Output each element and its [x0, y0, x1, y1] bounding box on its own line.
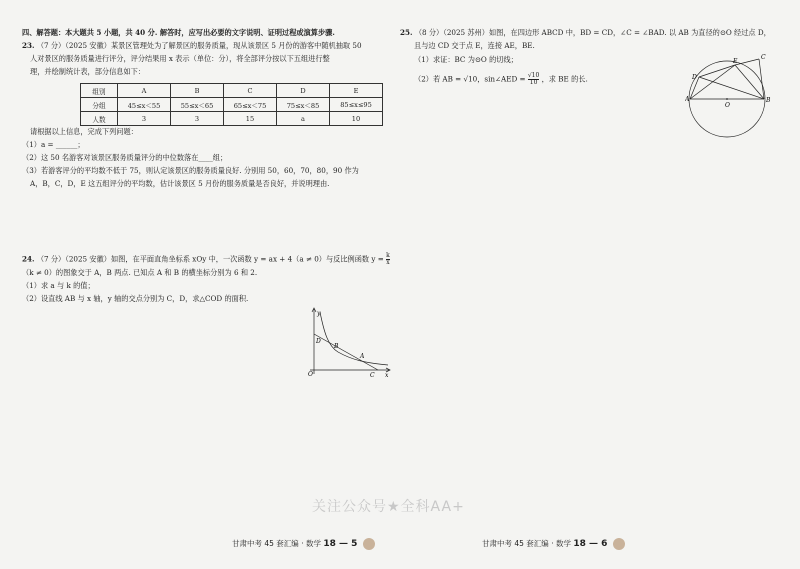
q23-prompt: 请根据以上信息，完成下列问题： [30, 127, 138, 136]
table-cell: 55≤x＜65 [171, 98, 224, 112]
q25-text1: （8 分）（2025 苏州）如图，在四边形 ABCD 中，BD = CD，∠C = ∠BAD. 以 AB 为直径的⊙O 经过点 D， [414, 28, 771, 37]
table-cell: 75≤x＜85 [277, 98, 330, 112]
section-title: 四、解答题：本大题共 5 小题，共 40 分. 解答时，应写出必要的文字说明、证明过程或演算步骤. [22, 28, 335, 37]
right-page [400, 0, 800, 569]
label-E: E [733, 58, 738, 65]
label-B: B [766, 97, 771, 104]
table-cell: 10 [330, 112, 383, 126]
table-cell: 85≤x≤95 [330, 98, 383, 112]
table-row [81, 98, 383, 112]
segment-de [699, 65, 735, 77]
line-ab [314, 334, 378, 370]
emblem-icon [613, 538, 625, 550]
q23-sub2: （2）这 50 名游客对该景区服务质量评分的中位数落在____组； [22, 153, 228, 162]
q24-sub2: （2）设直线 AB 与 x 轴，y 轴的交点分别为 C，D，求△COD 的面积. [22, 294, 249, 303]
footer-left-text: 甘肃中考 45 套汇编 · 数学 [232, 539, 321, 548]
center-dot [726, 98, 728, 100]
footer-right-text: 甘肃中考 45 套汇编 · 数学 [482, 539, 571, 548]
table-cell: E [330, 84, 383, 98]
q24-line2: （k ≠ 0）的图象交于 A，B 两点. 已知点 A 和 B 的横坐标分别为 6 和 2. [22, 268, 258, 277]
table-cell: B [171, 84, 224, 98]
q24-text1: （7 分）（2025 安徽）如图，在平面直角坐标系 xOy 中，一次函数 y = ax + 4（a ≠ 0）与反比例函数 y = [36, 254, 384, 264]
label-A: A [685, 96, 690, 103]
label-A: A [360, 353, 365, 360]
q24-fraction [386, 253, 390, 266]
table-cell: C [224, 84, 277, 98]
footer-right [482, 538, 625, 550]
q23-line2: 人对景区的服务质量进行评分，评分结果用 x 表示（单位：分），将全部评分按以下五组进行整 [30, 54, 330, 63]
footer-left-page: 18 — 5 [323, 539, 358, 549]
table-cell: 3 [171, 112, 224, 126]
q25-fraction [528, 73, 539, 86]
table-header-cell: 分组 [81, 98, 118, 112]
q23-stat-table [80, 83, 383, 126]
q23-sub3a: （3）若游客评分的平均数不低于 75，则认定该景区的服务质量良好. 分别用 50，60，70，80，90 作为 [22, 166, 359, 175]
table-cell: 45≤x＜55 [118, 98, 171, 112]
table-row [81, 84, 383, 98]
label-x: x [385, 372, 389, 378]
table-cell: 3 [118, 112, 171, 126]
q23-sub3b: A，B，C，D，E 这五组评分的平均数，估计该景区 5 月份的服务质量是否良好，并说明理由. [30, 179, 330, 188]
q25-frac-den: 10 [529, 79, 538, 86]
q25-sub1: （1）求证：BC 为⊙O 的切线； [414, 55, 518, 64]
q24-frac-den: x [386, 259, 390, 266]
label-D: D [692, 74, 697, 81]
q23-number: 23. [22, 41, 35, 50]
q24-frac-num: k [386, 252, 390, 259]
q23-line1 [22, 41, 362, 51]
label-C: C [370, 372, 375, 378]
label-C: C [761, 54, 766, 61]
watermark: 关注公众号★全科AA+ [312, 499, 465, 515]
q23-text1: （7 分）（2025 安徽）某景区管理处为了解景区的服务质量，现从该景区 5 月份的游客中随机抽取 50 [36, 41, 362, 50]
table-row [81, 112, 383, 126]
q24-number: 24. [22, 254, 35, 264]
table-cell: D [277, 84, 330, 98]
segment-cb [759, 59, 764, 99]
q23-line3: 理，并绘制统计表，部分信息如下： [30, 67, 146, 76]
footer-left [232, 538, 375, 550]
q24-sub1: （1）求 a 与 k 的值； [22, 281, 95, 290]
q25-frac-num: √10 [527, 72, 540, 79]
table-cell: a [277, 112, 330, 126]
table-cell: 15 [224, 112, 277, 126]
table-header-cell: 人数 [81, 112, 118, 126]
q23-sub1: （1）a = ______； [22, 140, 85, 149]
table-cell: A [118, 84, 171, 98]
table-cell: 65≤x＜75 [224, 98, 277, 112]
segment-ec [735, 59, 759, 65]
label-D: D [316, 338, 321, 345]
q25-figure [685, 52, 785, 150]
q25-line1 [400, 28, 771, 38]
footer-right-page: 18 — 6 [573, 539, 608, 549]
label-y: y [317, 310, 321, 317]
q25-sub2b: ，求 BE 的长. [541, 74, 588, 84]
label-O: O [308, 371, 313, 378]
q25-line2: 且与边 CD 交于点 E，连接 AE，BE. [414, 41, 535, 50]
label-B: B [334, 343, 339, 350]
emblem-icon [363, 538, 375, 550]
hyperbola-curve [320, 312, 388, 365]
q25-number: 25. [400, 28, 413, 37]
q24-line1 [22, 253, 390, 266]
q25-sub2 [414, 73, 588, 86]
table-header-cell: 组别 [81, 84, 118, 98]
q24-figure [300, 306, 395, 378]
label-O: O [725, 102, 730, 109]
q25-sub2a: （2）若 AB = √10，sin∠AED = [414, 74, 526, 84]
